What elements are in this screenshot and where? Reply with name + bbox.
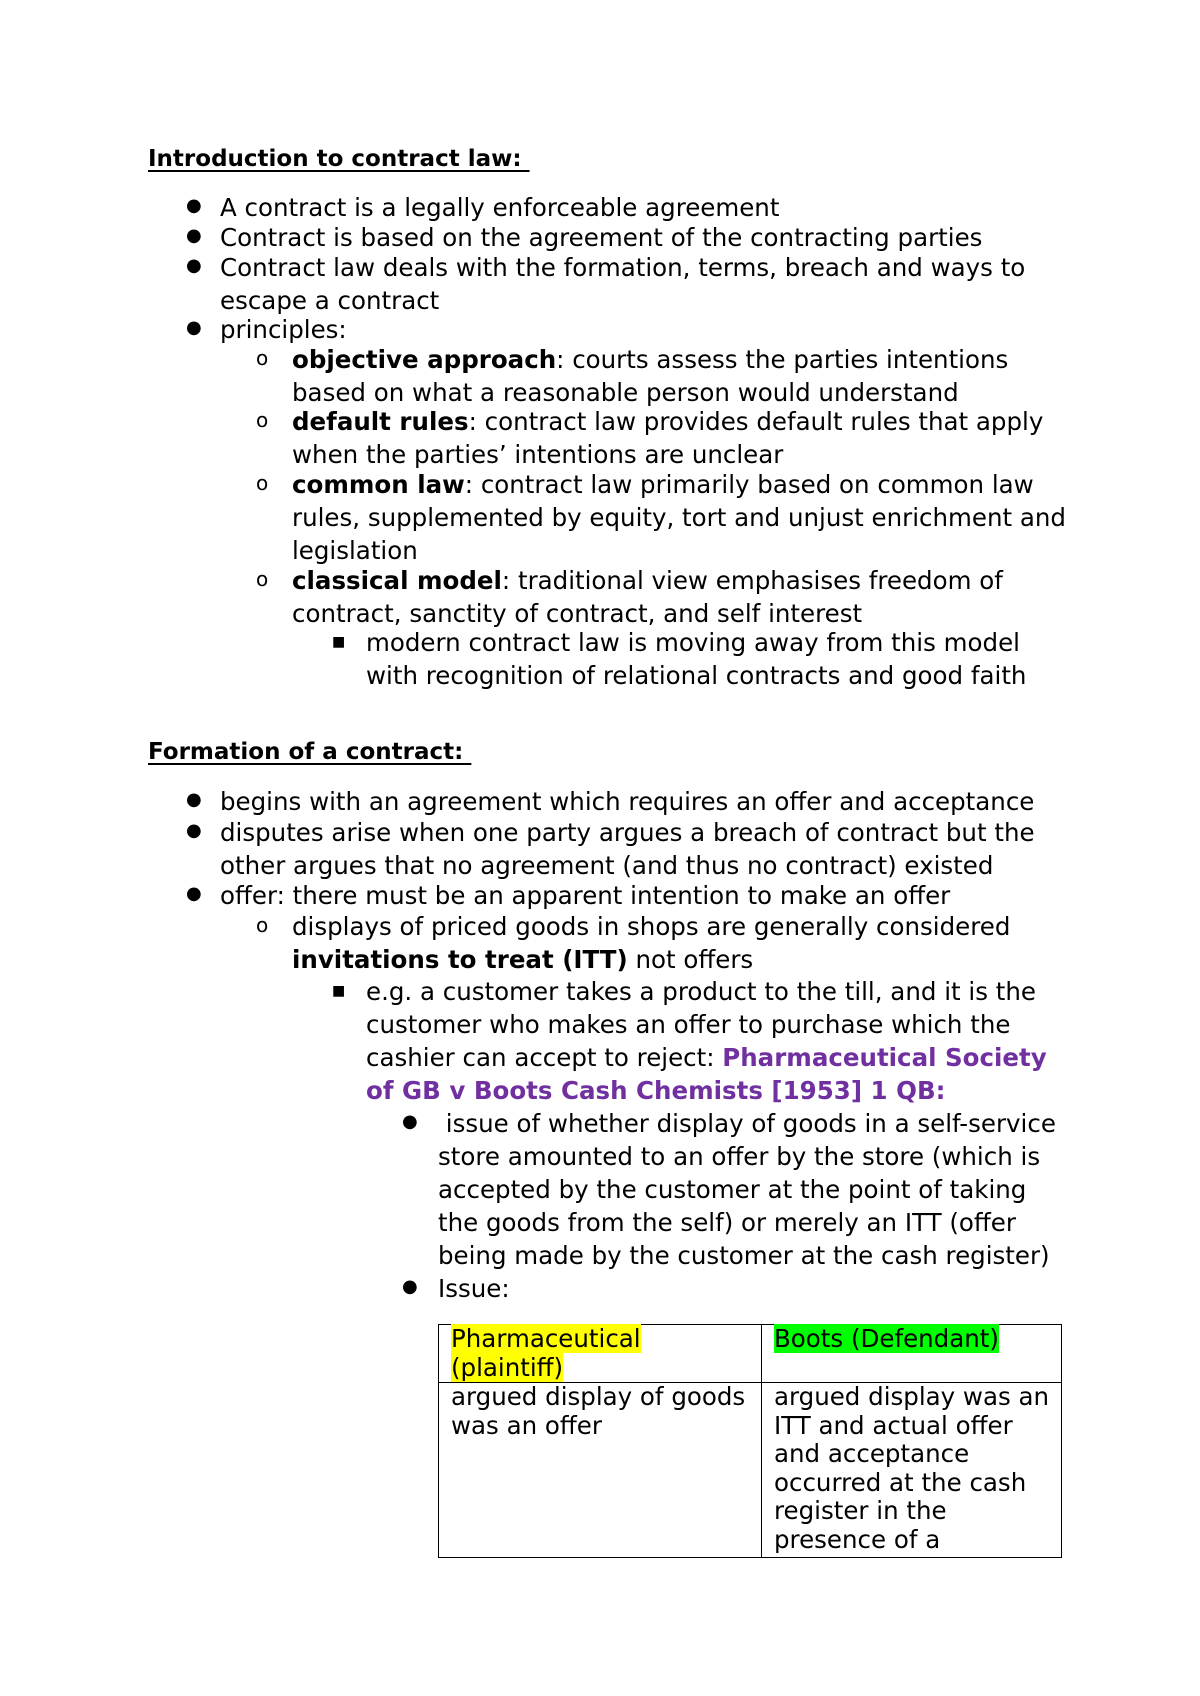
- list-item-cont: being made by the customer at the cash register): [438, 1241, 1050, 1270]
- list-item-cont: based on what a reasonable person would understand: [292, 378, 959, 407]
- bullet-circle-icon: o: [256, 346, 269, 370]
- list-item-cont: with recognition of relational contracts and good faith: [366, 661, 1027, 690]
- principle-objective: objective approach: courts assess the parties intentions: [292, 345, 1009, 374]
- list-item: begins with an agreement which requires an offer and acceptance: [220, 787, 1035, 816]
- list-item-cont: when the parties’ intentions are unclear: [292, 440, 784, 469]
- list-item-cont: contract, sanctity of contract, and self interest: [292, 599, 863, 628]
- list-item: issue of whether display of goods in a self-service: [438, 1109, 1056, 1138]
- principle-classical-model: classical model: traditional view emphasises freedom of: [292, 566, 1003, 595]
- list-item: Contract is based on the agreement of the contracting parties: [220, 223, 983, 252]
- bullet-disc-icon: ●: [186, 317, 202, 338]
- list-item: modern contract law is moving away from this model: [366, 628, 1020, 657]
- principle-default-rules: default rules: contract law provides default rules that apply: [292, 407, 1044, 436]
- bullet-circle-icon: o: [256, 567, 269, 591]
- header-defendant: Boots (Defendant): [774, 1324, 999, 1353]
- header-plaintiff: Pharmaceutical: [451, 1324, 641, 1353]
- list-item-cont: rules, supplemented by equity, tort and unjust enrichment and: [292, 503, 1066, 532]
- table-header-cell: [439, 1325, 762, 1383]
- list-item-cont: escape a contract: [220, 286, 440, 315]
- bullet-circle-icon: o: [256, 913, 269, 937]
- list-item: principles:: [220, 315, 347, 344]
- principle-common-law: common law: contract law primarily based on common law: [292, 470, 1034, 499]
- list-item-cont: accepted by the customer at the point of taking: [438, 1175, 1027, 1204]
- list-item-cont: cashier can accept to reject: Pharmaceutical Society: [366, 1043, 1047, 1072]
- table-header-cell: [762, 1325, 1062, 1383]
- bullet-square-icon: ■: [332, 634, 346, 650]
- table-row: [439, 1325, 1062, 1383]
- bullet-disc-icon: ●: [186, 255, 202, 276]
- bullet-disc-icon: ●: [402, 1276, 418, 1297]
- list-item: e.g. a customer takes a product to the till, and it is the: [366, 977, 1036, 1006]
- bullet-circle-icon: o: [256, 408, 269, 432]
- list-item-cont: other argues that no agreement (and thus no contract) existed: [220, 851, 994, 880]
- list-item-cont: invitations to treat (ITT) not offers: [292, 945, 754, 974]
- issue-table: [438, 1324, 1062, 1558]
- list-item-cont: legislation: [292, 536, 418, 565]
- table-row: [439, 1383, 1062, 1558]
- bullet-disc-icon: ●: [186, 225, 202, 246]
- bullet-circle-icon: o: [256, 471, 269, 495]
- bullet-disc-icon: ●: [186, 820, 202, 841]
- table-cell: argued display was an ITT and actual offer and acceptance occurred at the cash register in the presence of a: [762, 1383, 1062, 1558]
- bullet-disc-icon: ●: [186, 883, 202, 904]
- bullet-disc-icon: ●: [186, 195, 202, 216]
- table-cell: argued display of goods was an offer: [439, 1383, 762, 1558]
- list-item: disputes arise when one party argues a breach of contract but the: [220, 818, 1035, 847]
- list-item-cont: customer who makes an offer to purchase which the: [366, 1010, 1011, 1039]
- list-item: displays of priced goods in shops are generally considered: [292, 912, 1011, 941]
- list-item-cont: store amounted to an offer by the store (which is: [438, 1142, 1041, 1171]
- bullet-disc-icon: ●: [186, 789, 202, 810]
- case-citation: of GB v Boots Cash Chemists [1953] 1 QB:: [366, 1076, 946, 1105]
- list-item-cont: the goods from the self) or merely an ITT (offer: [438, 1208, 1016, 1237]
- case-citation: Pharmaceutical Society: [722, 1043, 1047, 1072]
- list-item: Contract law deals with the formation, terms, breach and ways to: [220, 253, 1026, 282]
- heading-intro: Introduction to contract law:: [148, 146, 530, 172]
- list-item: offer: there must be an apparent intention to make an offer: [220, 881, 951, 910]
- list-item: Issue:: [438, 1274, 510, 1303]
- header-plaintiff: (plaintiff): [451, 1352, 564, 1382]
- bullet-square-icon: ■: [332, 983, 346, 999]
- list-item: A contract is a legally enforceable agreement: [220, 193, 780, 222]
- bullet-disc-icon: ●: [402, 1111, 418, 1132]
- heading-formation: Formation of a contract:: [148, 739, 472, 765]
